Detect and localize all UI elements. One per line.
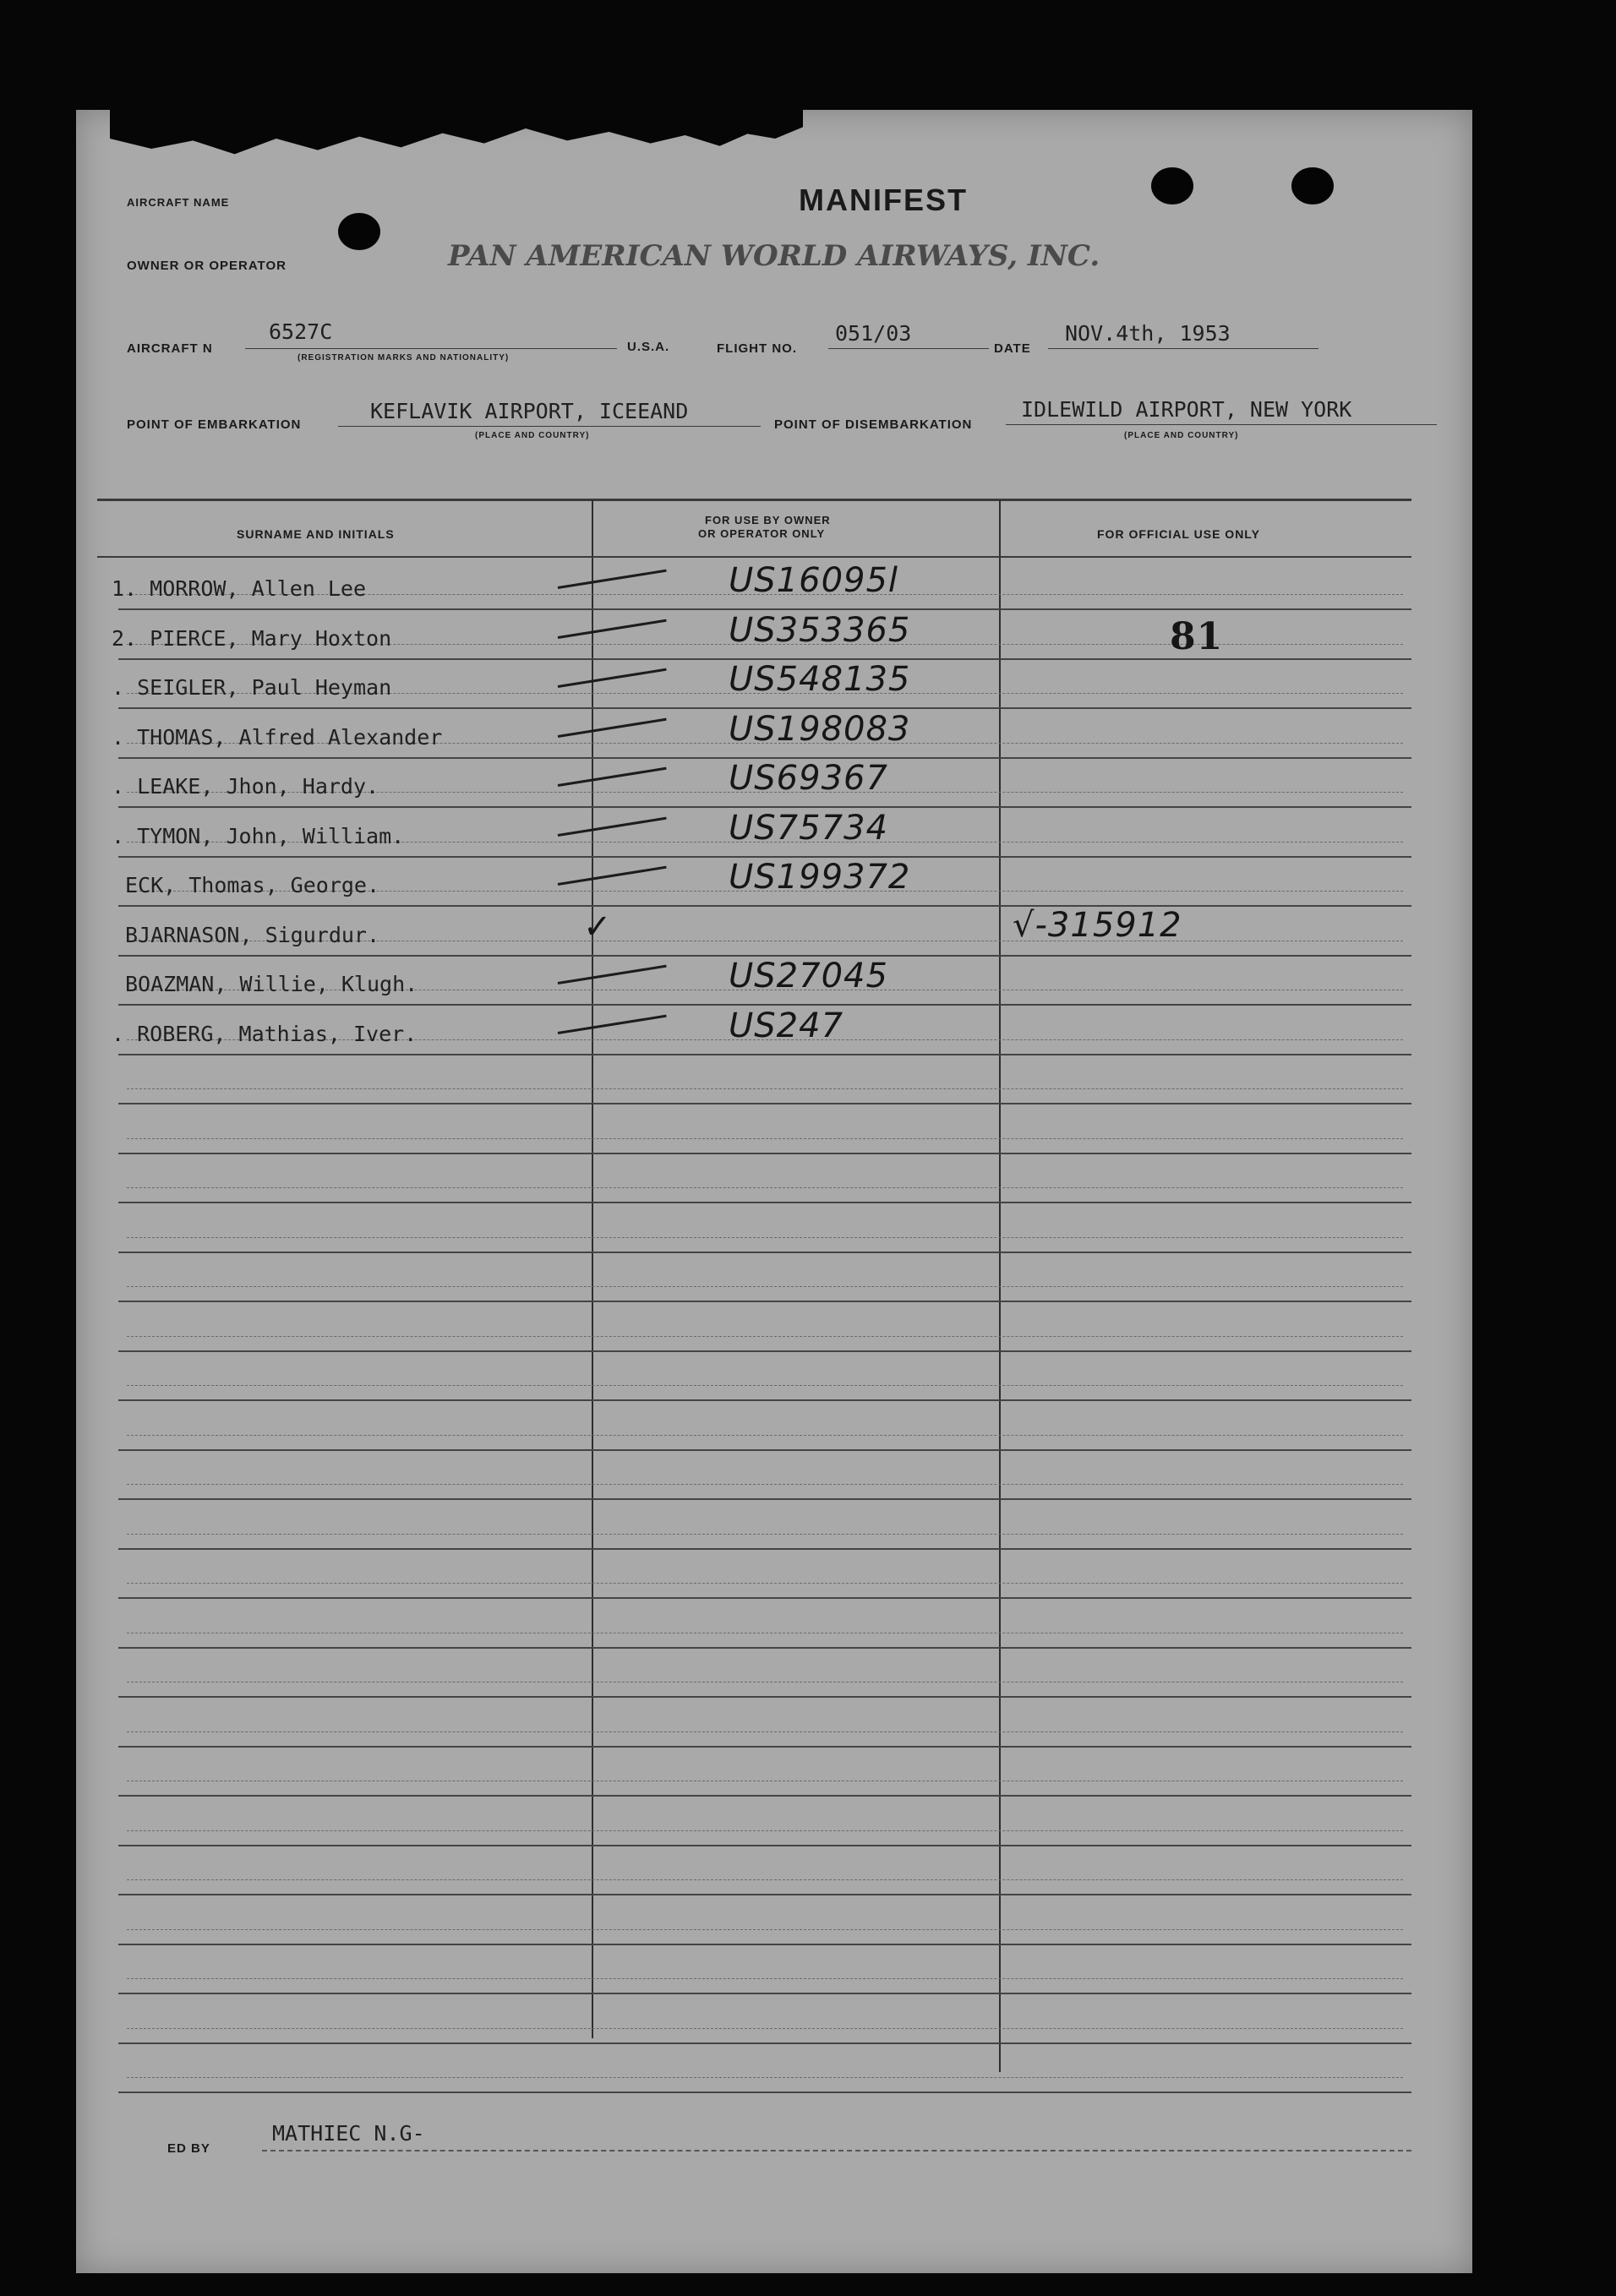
table-row-dotted	[127, 1830, 1403, 1831]
table-row-dotted	[127, 1187, 1403, 1188]
disembark-label: POINT OF DISEMBARKATION	[774, 417, 973, 432]
table-row-rule	[118, 1894, 1411, 1895]
date-label: DATE	[994, 341, 1031, 356]
table-row-operator-number: US353365	[729, 611, 911, 650]
table-row-name: . ROBERG, Mathias, Iver.	[112, 1022, 418, 1046]
table-row-operator-number: US199372	[729, 858, 911, 897]
table-row-rule	[118, 1845, 1411, 1846]
table-row-rule	[118, 1498, 1411, 1500]
table-row-rule	[118, 1647, 1411, 1649]
table-row-rule	[118, 1054, 1411, 1055]
flight-value: 051/03	[835, 321, 912, 346]
table-row-name: . SEIGLER, Paul Heyman	[112, 675, 392, 700]
owner-label: OWNER OR OPERATOR	[127, 259, 287, 273]
table-row-dotted	[127, 1534, 1403, 1535]
table-row-rule	[118, 1746, 1411, 1748]
table-row-name: . THOMAS, Alfred Alexander	[112, 725, 443, 750]
usa-label: U.S.A.	[627, 340, 670, 354]
table-row-dotted	[127, 1336, 1403, 1337]
table-row-rule	[118, 1004, 1411, 1006]
table-row-dotted	[127, 1138, 1403, 1139]
col-surname-header: SURNAME AND INITIALS	[237, 527, 395, 541]
table-row-rule	[118, 1449, 1411, 1451]
col-official-header: FOR OFFICIAL USE ONLY	[1097, 527, 1260, 541]
disembark-value: IDLEWILD AIRPORT, NEW YORK	[1021, 397, 1352, 422]
table-row-dotted	[127, 1879, 1403, 1880]
manifest-title: MANIFEST	[799, 183, 968, 217]
embark-caption: (PLACE AND COUNTRY)	[475, 431, 590, 440]
table-row-official: √-315912	[1013, 906, 1182, 945]
embark-value: KEFLAVIK AIRPORT, ICEEAND	[370, 399, 689, 423]
table-row-operator-number: US75734	[729, 809, 888, 848]
table-row-name: BJARNASON, Sigurdur.	[125, 923, 380, 947]
table-row-rule	[118, 1696, 1411, 1698]
table-row-dotted	[127, 1435, 1403, 1436]
owner-value: PAN AMERICAN WORLD AIRWAYS, INC.	[448, 239, 1100, 273]
table-row-rule	[118, 1993, 1411, 1994]
flight-underline	[828, 348, 989, 349]
table-row-rule	[118, 707, 1411, 709]
table-row-rule	[118, 1202, 1411, 1203]
table-row-rule	[118, 1795, 1411, 1797]
table-row-name: 1. MORROW, Allen Lee	[112, 576, 367, 601]
table-row-dotted	[127, 1583, 1403, 1584]
date-underline	[1048, 348, 1318, 349]
footer-dotted-line	[262, 2150, 1411, 2151]
punch-hole-left	[338, 213, 380, 250]
table-row-operator-number: US16095l	[729, 561, 899, 600]
table-row-name: . LEAKE, Jhon, Hardy.	[112, 774, 379, 799]
table-row-rule	[118, 1548, 1411, 1550]
punch-hole-right	[1291, 167, 1334, 205]
table-row-name: ECK, Thomas, George.	[125, 873, 380, 897]
table-row-dotted	[127, 1237, 1403, 1238]
embark-label: POINT OF EMBARKATION	[127, 417, 302, 432]
disembark-underline	[1006, 424, 1437, 425]
table-row-rule	[118, 2091, 1411, 2093]
table-row-rule	[118, 2042, 1411, 2044]
punch-hole-mid	[1151, 167, 1193, 205]
table-row-dotted	[127, 1978, 1403, 1979]
table-row-rule	[118, 1301, 1411, 1302]
table-row-dotted	[127, 2028, 1403, 2029]
embark-underline	[338, 426, 761, 427]
table-row-rule	[118, 1944, 1411, 1945]
aircraft-underline	[245, 348, 617, 349]
table-row-dotted	[127, 2077, 1403, 2078]
table-row-operator-number: US69367	[729, 759, 888, 798]
manifest-sheet	[76, 110, 1472, 2273]
table-row-rule	[118, 1399, 1411, 1401]
table-row-rule	[118, 806, 1411, 808]
table-row-dotted	[127, 1286, 1403, 1287]
flight-label: FLIGHT NO.	[717, 341, 797, 356]
footer-label: ED BY	[167, 2141, 210, 2156]
registration-caption: (REGISTRATION MARKS AND NATIONALITY)	[298, 353, 510, 363]
table-row-operator-number: US27045	[729, 957, 888, 995]
table-row-rule	[118, 1153, 1411, 1154]
table-row-dotted	[127, 1929, 1403, 1930]
table-row-operator-number: US247	[729, 1006, 844, 1045]
table-row-operator-number: US198083	[729, 710, 911, 749]
table-row-name: BOAZMAN, Willie, Klugh.	[125, 972, 418, 996]
table-row-dotted	[127, 1484, 1403, 1485]
col-operator-header-1: FOR USE BY OWNER	[705, 514, 831, 526]
header-bottom-rule	[97, 556, 1411, 558]
table-row-rule	[118, 1103, 1411, 1104]
table-row-dotted	[127, 1088, 1403, 1089]
table-row-rule	[118, 905, 1411, 907]
table-row-operator-number: US548135	[729, 660, 911, 699]
table-row-name: 2. PIERCE, Mary Hoxton	[112, 626, 392, 651]
table-top-rule	[97, 499, 1411, 501]
official-count: 81	[1170, 615, 1224, 658]
header-stamp: AIRCRAFT NAME	[127, 196, 230, 209]
table-row-dotted	[127, 1385, 1403, 1386]
table-row-rule	[118, 1252, 1411, 1253]
table-row-operator-number: ✓	[583, 908, 613, 946]
table-row-rule	[118, 1350, 1411, 1352]
table-row-rule	[118, 608, 1411, 610]
disembark-caption: (PLACE AND COUNTRY)	[1124, 431, 1239, 440]
footer-value: MATHIEC N.G-	[272, 2121, 425, 2146]
date-value: NOV.4th, 1953	[1065, 321, 1231, 346]
col-operator-header-2: OR OPERATOR ONLY	[698, 527, 826, 540]
table-row-name: . TYMON, John, William.	[112, 824, 405, 848]
aircraft-value: 6527C	[269, 319, 333, 344]
table-row-rule	[118, 1597, 1411, 1599]
aircraft-label: AIRCRAFT N	[127, 341, 213, 356]
